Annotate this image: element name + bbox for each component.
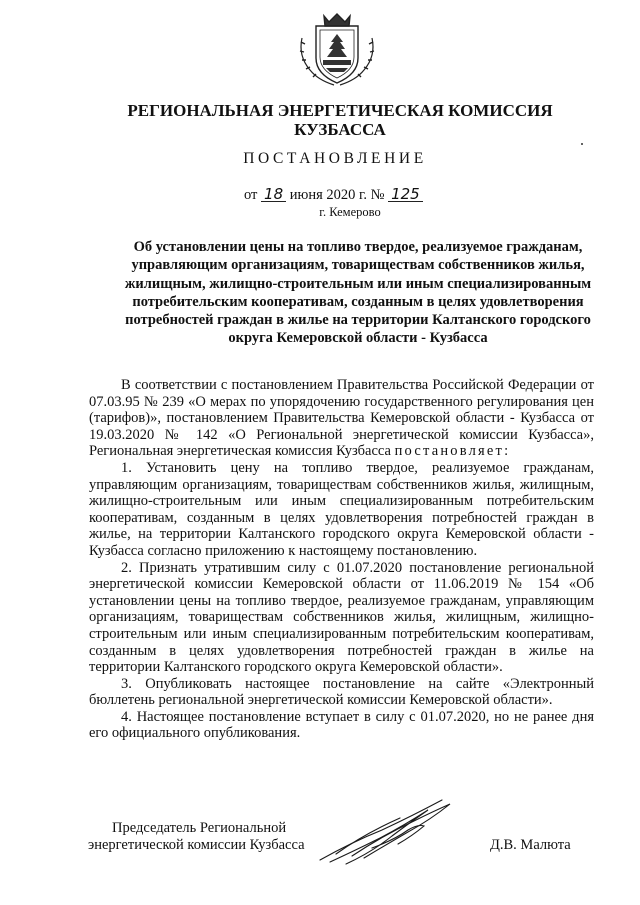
signatory-name: Д.В. Малюта — [490, 837, 571, 853]
title-line: управляющим организациям, товариществам собственников жилья, — [131, 257, 585, 274]
date-number-line — [244, 187, 423, 204]
coat-of-arms-emblem-icon — [296, 8, 378, 88]
title-line: Об установлении цены на топливо твердое, реализуемое гражданам, — [133, 239, 583, 255]
date-prefix: от — [244, 187, 258, 203]
org-line-1: РЕГИОНАЛЬНАЯ ЭНЕРГЕТИЧЕСКАЯ КОМИССИЯ — [127, 101, 553, 120]
title-line: округа Кемеровской области - Кузбасса — [228, 330, 488, 347]
handwritten-signature-icon — [312, 790, 472, 870]
date-month-year: июня 2020 г. — [289, 187, 367, 203]
organization-name — [120, 101, 560, 139]
title-line: жилищным, жилищно-строительным или иным специализированным — [124, 275, 592, 292]
position-line-1: Председатель Региональной — [112, 820, 287, 836]
title-line: потребностей граждан в жилье на территории Калтанского городского — [125, 312, 591, 329]
date-day-handwritten: 18 — [261, 187, 286, 202]
preamble-text: В соответствии с постановлением Правительства Российской Федерации от 07.03.95 № 239 «О мерах по упорядочению государственного регулирования цен (тарифов)», постановлением Правительства Кемеровской области - Кузбасса от 19.03.2020 № 142 «О Региональной энергетической комиссии Кузбасса», Региональная энергетическая комиссия Кузбасса — [89, 377, 594, 460]
document-body — [89, 377, 594, 742]
number-prefix: № — [370, 187, 385, 203]
item-3-paragraph: 3. Опубликовать настоящее постановление на сайте «Электронный бюллетень региональной энергетической комиссии Кемеровской области». — [89, 675, 594, 709]
item-4-paragraph: 4. Настоящее постановление вступает в силу с 01.07.2020, но не ранее дня его официального опубликования. — [89, 708, 594, 742]
document-title — [108, 238, 608, 348]
org-line-2: КУЗБАССА — [294, 120, 386, 139]
city: г. Кемерово — [319, 205, 381, 219]
item-2-paragraph: 2. Признать утратившим силу с 01.07.2020 постановление региональной энергетической комиссии Кемеровской области от 11.06.2019 № 154 «Об установлении цены на топливо твердое, реализуемое гражданам, управляющим организациям, товариществам собственников жилья, жилищным, жилищно-строительным или иным специализированным потребительским кооперативам, созданным в целях удовлетворения потребностей граждан в жилье на территории Калтанского городского округа Кемеровской области». — [89, 559, 594, 676]
title-line: потребительским кооперативам, созданным в целях удовлетворения — [132, 293, 584, 310]
stray-mark — [581, 143, 583, 145]
document-type: ПОСТАНОВЛЕНИЕ — [243, 150, 427, 167]
decree-word: постановляет: — [394, 443, 511, 460]
preamble-paragraph — [89, 377, 594, 460]
item-1-paragraph: 1. Установить цену на топливо твердое, реализуемое гражданам, управляющим организациям, товариществам собственников жилья, жилищным, жилищно-строительным или иным специализированным потребительским кооперативам, созданным в целях удовлетворения потребностей граждан в жилье, на территории Калтанского городского округа Кемеровской области - Кузбасса согласно приложению к настоящему постановлению. — [89, 459, 594, 559]
position-line-2: энергетической комиссии Кузбасса — [88, 837, 305, 853]
signatory-position — [88, 820, 328, 854]
document-number-handwritten: 125 — [388, 187, 423, 202]
